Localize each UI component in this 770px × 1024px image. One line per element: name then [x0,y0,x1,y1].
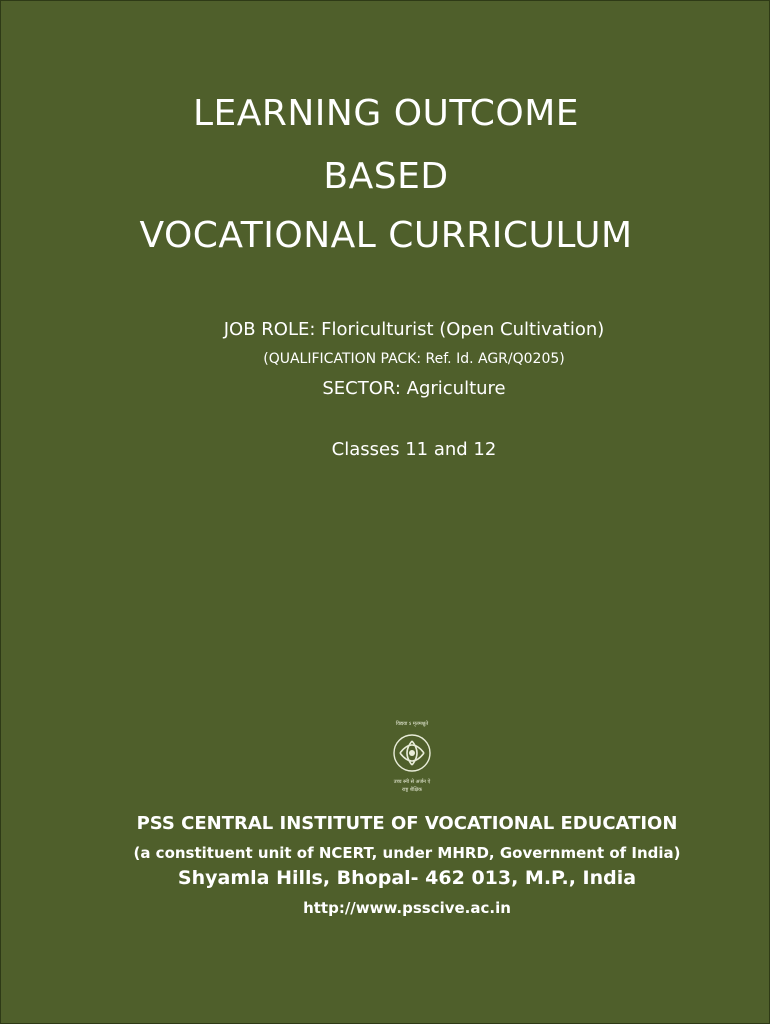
qualification-pack: (QUALIFICATION PACK: Ref. Id. AGR/Q0205) [263,351,565,367]
institute-name: PSS CENTRAL INSTITUTE OF VOCATIONAL EDUCATION [136,813,678,834]
constituent-note: (a constituent unit of NCERT, under MHRD, Government of India) [133,844,681,862]
emblem-top-text: विद्यया ऽ मृतमश्नुते [395,721,429,727]
ncert-emblem-icon [382,717,442,801]
job-role-value: Floriculturist (Open Cultivation) [321,319,605,340]
emblem-bottom-text-2: राष्ट्र शैक्षिक [402,787,422,793]
sector-label: SECTOR: [322,378,401,399]
sector-value: Agriculture [406,378,506,399]
emblem-bottom-text-1: उच्च स्नी से अर्जन ऐ [393,779,431,785]
address: Shyamla Hills, Bhopal- 462 013, M.P., India [177,867,637,889]
website-link[interactable]: http://www.psscive.ac.in [303,899,511,917]
sector [1,378,770,399]
title-line-3: VOCATIONAL CURRICULUM [139,215,633,256]
job-role [1,319,770,340]
classes: Classes 11 and 12 [331,439,497,460]
title-line-1: LEARNING OUTCOME [192,93,580,134]
title-line-2: BASED [323,156,449,197]
job-role-label: JOB ROLE: [223,319,316,340]
